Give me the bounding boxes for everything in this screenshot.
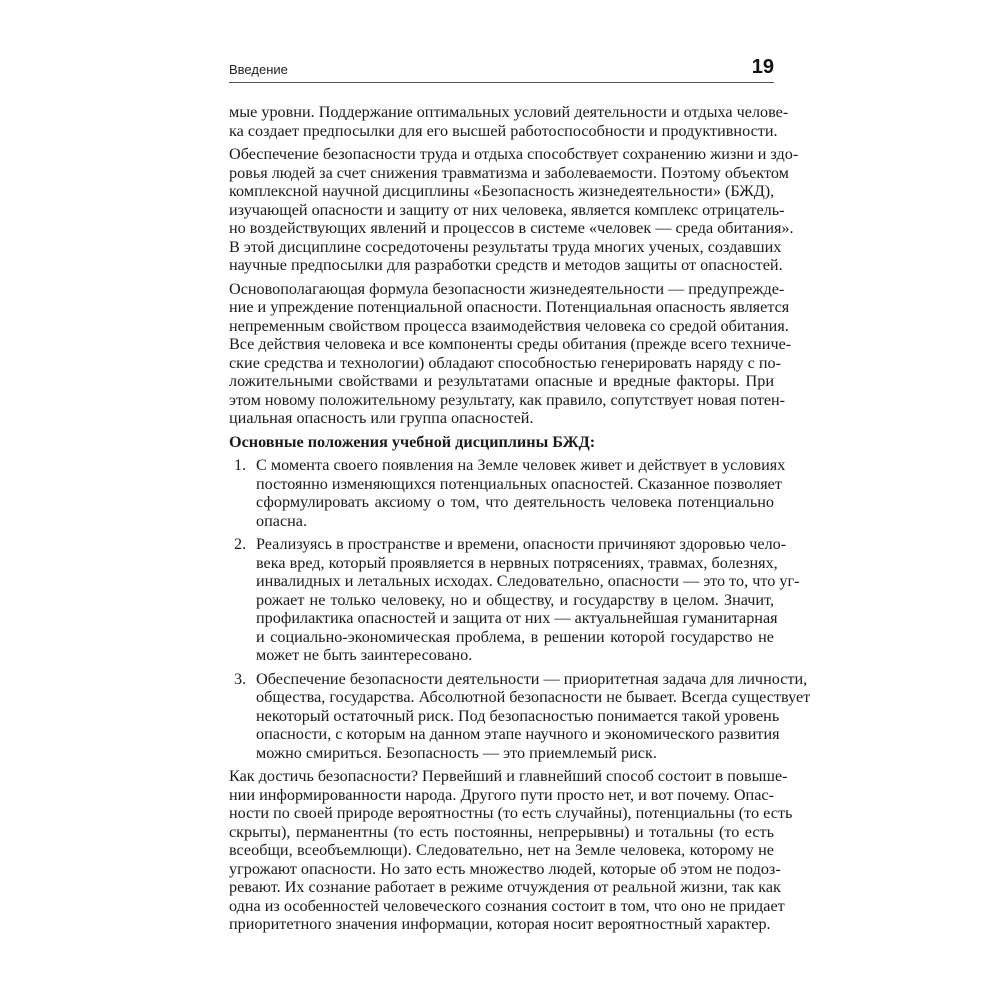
text-line: инвалидных и летальных исходах. Следовательно, опасности — это то, что уг- bbox=[256, 572, 800, 590]
text-line: опасна. bbox=[256, 511, 308, 530]
list-item-number: 2. bbox=[234, 535, 247, 553]
text-line: непременным свойством процесса взаимодействия человека со средой обитания. bbox=[229, 316, 789, 335]
text-line: Как достичь безопасности? Первейший и главнейший способ состоит в повыше- bbox=[229, 767, 788, 785]
text-line: века вред, который проявляется в нервных потрясениях, травмах, болезнях, bbox=[256, 553, 778, 572]
text-line: но воздействующих явлений и процессов в системе «человек — среда обитания». bbox=[229, 219, 794, 237]
text-line: Реализуясь в пространстве и времени, опасности причиняют здоровью чело- bbox=[256, 535, 787, 553]
text-line: приоритетного значения информации, которая носит вероятностный характер. bbox=[229, 915, 771, 933]
text-line: угрожают опасности. Но зато есть множество людей, которые об этом не подоз- bbox=[229, 859, 781, 878]
text-line: Основные положения учебной дисциплины БЖД: bbox=[229, 432, 596, 451]
paragraph bbox=[229, 767, 793, 934]
text-line: одна из особенностей человеческого сознания состоит в том, что оно не придает bbox=[229, 896, 785, 915]
text-line: ка создает предпосылки для его высшей работоспособности и продуктивности. bbox=[229, 121, 778, 140]
text-line: некоторый остаточный риск. Под безопасностью понимается такой уровень bbox=[256, 706, 780, 725]
text-line: ревают. Их сознание работает в режиме отчуждения от реальной жизни, так как bbox=[229, 878, 781, 896]
text-line: ровья людей за счет снижения травматизма и заболеваемости. Поэтому объектом bbox=[229, 163, 789, 182]
text-line: изучающей опасности и защиту от них человека, является комплекс отрицатель- bbox=[229, 200, 785, 219]
list-item bbox=[229, 669, 811, 763]
text-line: ности по своей природе вероятностны (то есть случайны), потенциальны (то есть bbox=[229, 804, 793, 822]
paragraph bbox=[229, 103, 789, 140]
list-item-number: 1. bbox=[234, 456, 247, 474]
text-line: может не быть заинтересовано. bbox=[256, 646, 473, 664]
paragraph bbox=[229, 145, 799, 275]
text-line: Все действия человека и все компоненты среды обитания (прежде всего техниче- bbox=[229, 335, 792, 353]
text-line: опасности, с которым на данном этапе научного и экономического развития bbox=[256, 725, 780, 743]
text-line: комплексной научной дисциплины «Безопасность жизнедеятельности» (БЖД), bbox=[229, 182, 775, 200]
text-line: мые уровни. Поддержание оптимальных условий деятельности и отдыха челове- bbox=[229, 103, 789, 121]
text-line: научные предпосылки для разработки средств и методов защиты от опасностей. bbox=[229, 256, 783, 274]
text-line: нии информированности народа. Другого пути просто нет, и вот почему. Опас- bbox=[229, 785, 774, 804]
list-item bbox=[229, 535, 800, 665]
text-line: Обеспечение безопасности труда и отдыха способствует сохранению жизни и здо- bbox=[229, 145, 799, 163]
text-line: С момента своего появления на Земле человек живет и действует в условиях bbox=[256, 456, 786, 474]
text-line: Обеспечение безопасности деятельности — приоритетная задача для личности, bbox=[256, 669, 808, 688]
text-line: В этой дисциплине сосредоточены результаты труда многих ученых, создавших bbox=[229, 237, 782, 256]
page-body bbox=[229, 103, 811, 939]
text-line: Основополагающая формула безопасности жизнедеятельности — предупрежде- bbox=[229, 279, 785, 298]
text-line: сформулировать аксиому о том, что деятельность человека потенциально bbox=[256, 493, 774, 511]
text-line: скрыты), перманентны (то есть постоянны, непрерывны) и тотальны (то есть bbox=[229, 822, 774, 841]
list-item bbox=[229, 456, 786, 530]
text-line: ложительными свойствами и результатами опасные и вредные факторы. При bbox=[229, 372, 774, 390]
running-header bbox=[229, 58, 774, 83]
list-item-number: 3. bbox=[234, 669, 247, 688]
text-line: профилактика опасностей и защита от них — актуальнейшая гуманитарная bbox=[256, 609, 778, 627]
paragraph bbox=[229, 279, 792, 428]
text-line: ские средства и технологии) обладают способностью генерировать наряду с по- bbox=[229, 353, 781, 372]
text-line: ние и упреждение потенциальной опасности. Потенциальная опасность является bbox=[229, 298, 790, 316]
text-line: общества, государства. Абсолютной безопасности не бывает. Всегда существует bbox=[256, 688, 811, 706]
text-line: можно смириться. Безопасность — это приемлемый риск. bbox=[256, 743, 657, 762]
running-title: Введение bbox=[229, 62, 288, 77]
text-line: циальная опасность или группа опасностей. bbox=[229, 409, 534, 427]
text-line: и социально-экономическая проблема, в решении которой государство не bbox=[256, 627, 774, 646]
section-heading bbox=[229, 433, 774, 452]
text-line: этом новому положительному результату, как правило, сопутствует новая потен- bbox=[229, 390, 786, 409]
text-line: рожает не только человеку, но и обществу, и государству в целом. Значит, bbox=[256, 590, 774, 609]
text-line: всеобщи, всеобъемлющи). Следовательно, нет на Земле человека, которому не bbox=[229, 841, 774, 859]
page-number: 19 bbox=[751, 56, 774, 78]
text-line: постоянно изменяющихся потенциальных опасностей. Сказанное позволяет bbox=[256, 474, 782, 493]
